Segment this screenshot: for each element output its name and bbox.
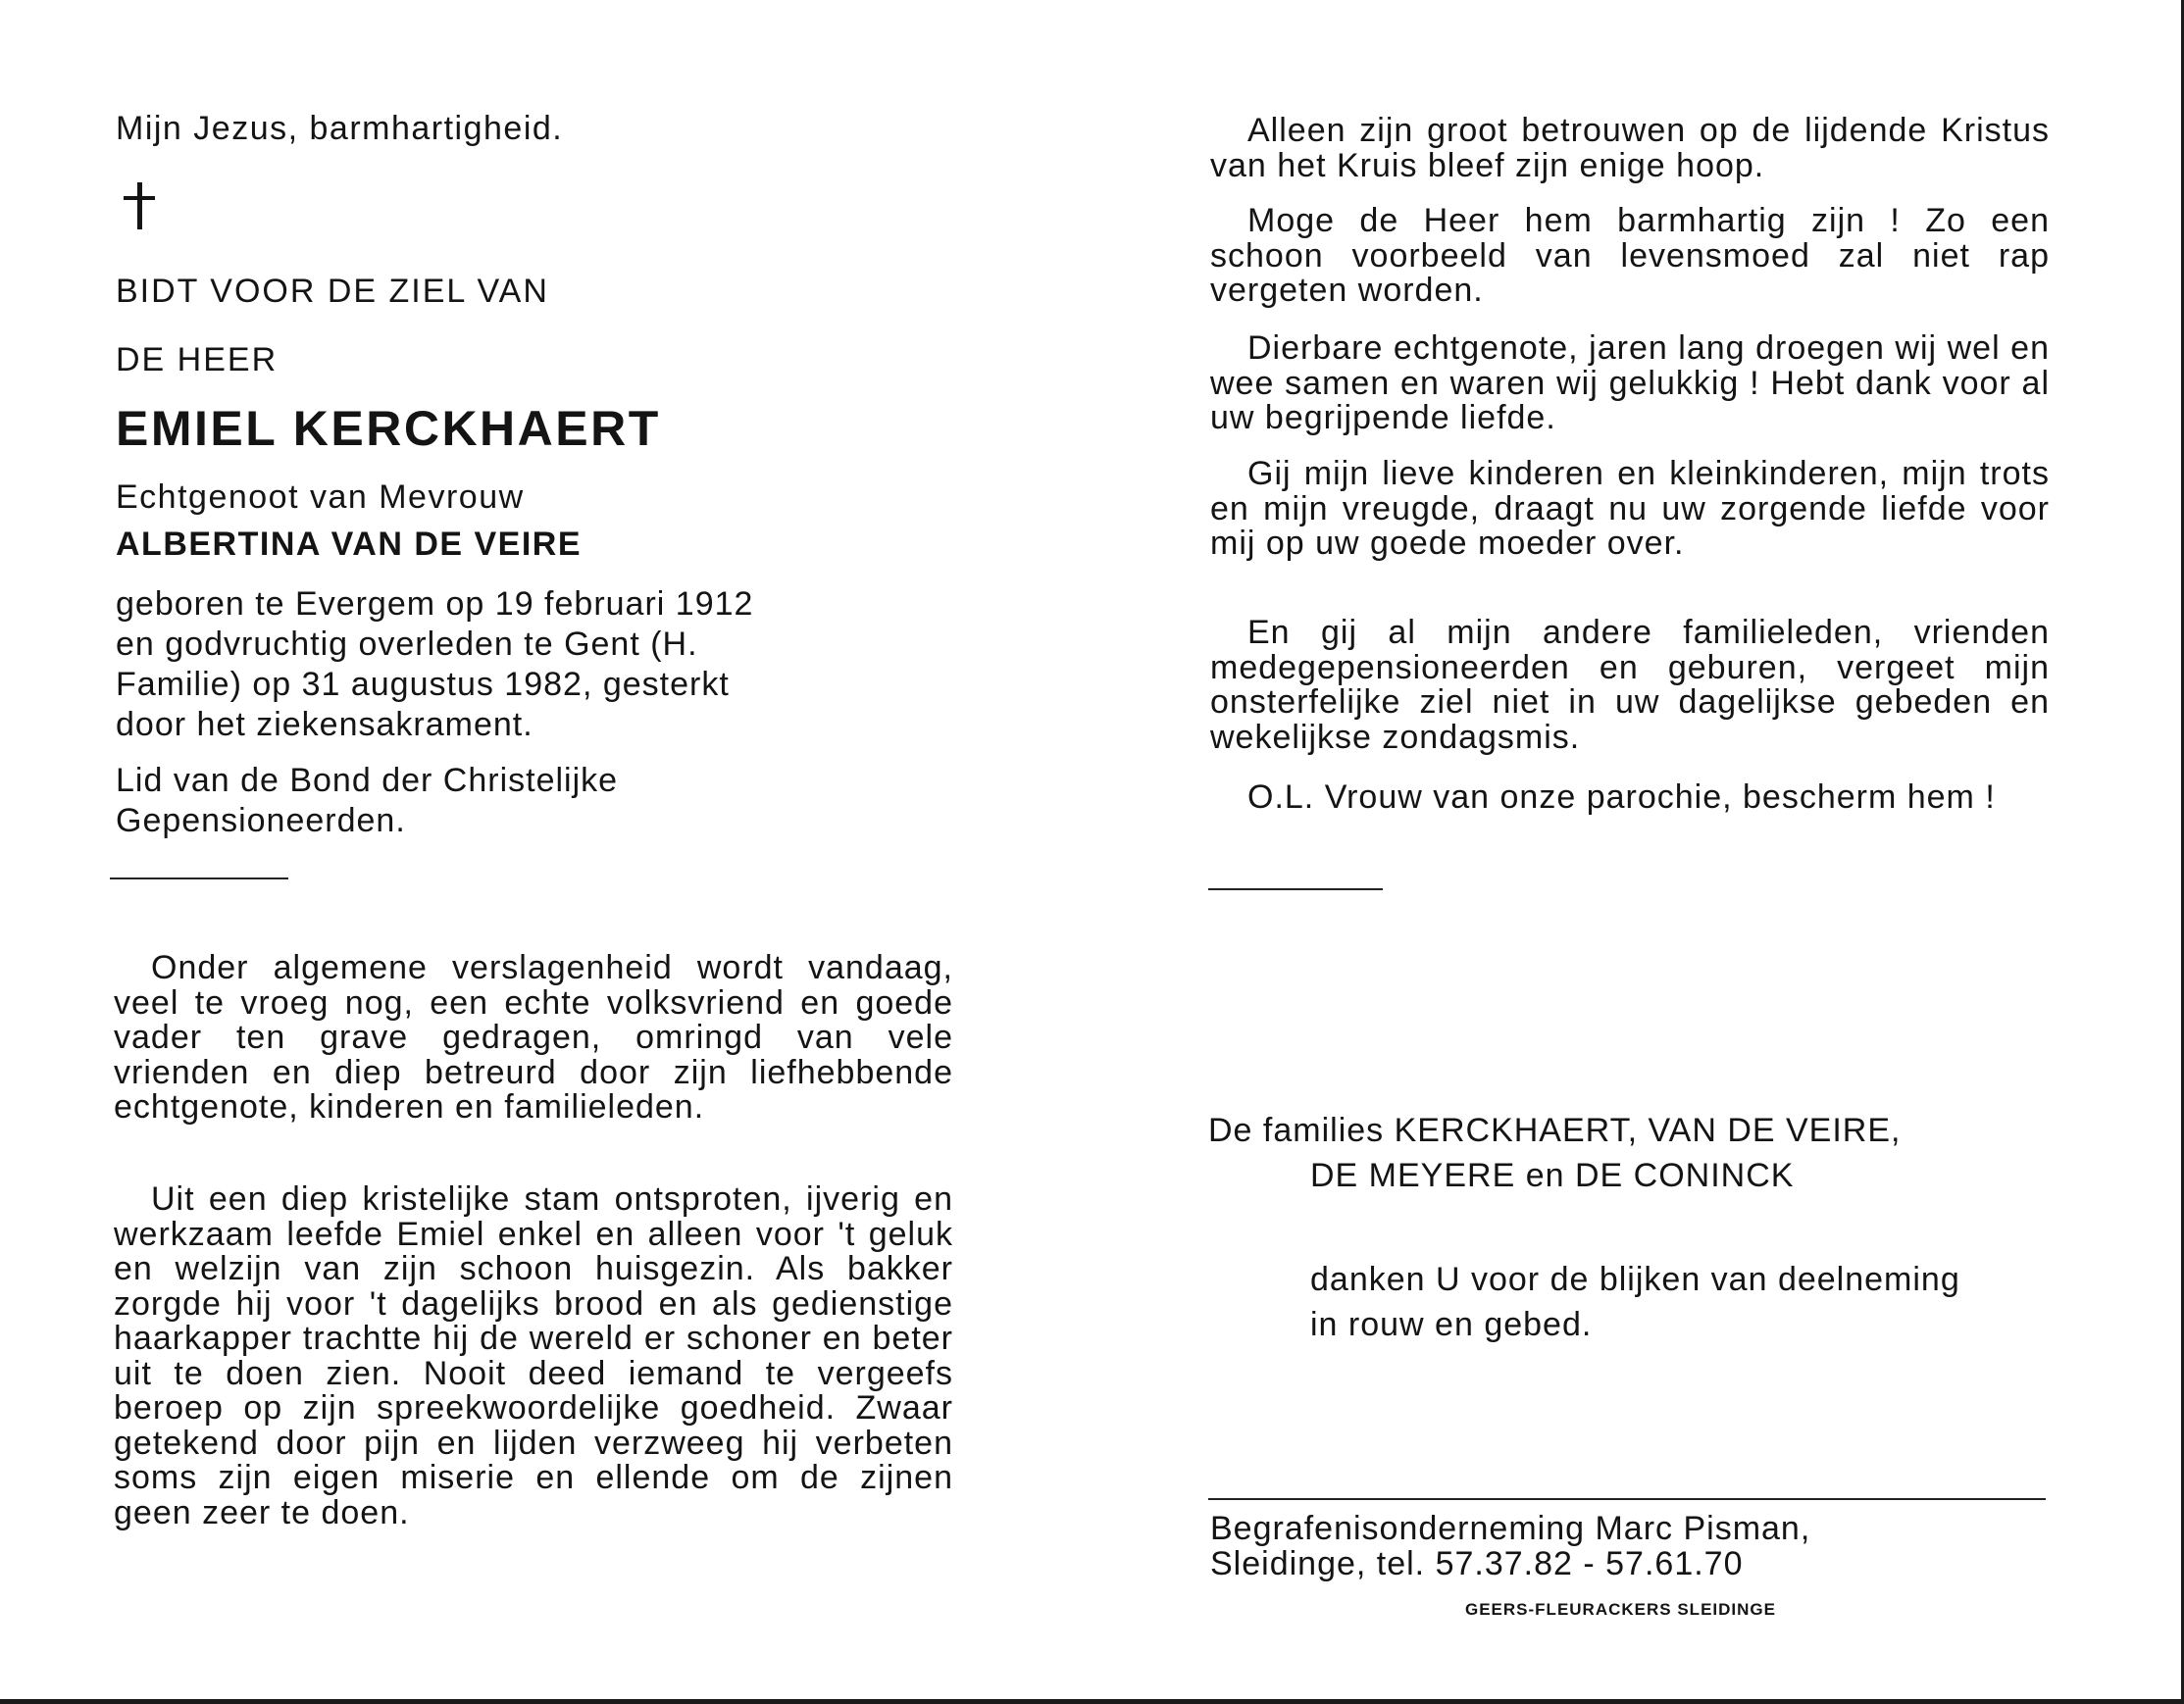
families-line-1: De families KERCKHAERT, VAN DE VEIRE,: [1208, 1112, 1902, 1149]
invocation: Mijn Jezus, barmhartigheid.: [116, 110, 564, 147]
funeral-home-line-1: Begrafenisonderneming Marc Pisman,: [1210, 1510, 1811, 1547]
right-paragraph-5: En gij al mijn andere familieleden, vrienden medegepensioneerden en geburen, vergeet mijn onsterfelijke ziel niet in uw dagelijkse gebeden en wekelijkse zondagsmis.: [1210, 614, 2050, 756]
funeral-home-line-2: Sleidinge, tel. 57.37.82 - 57.61.70: [1210, 1545, 1744, 1582]
card-edge-bottom: [0, 1699, 2184, 1704]
divider: [1208, 1498, 2046, 1500]
birth-death-text: geboren te Evergem op 19 februari 1912 en godvruchtig overleden te Gent (H. Familie) op 31 augustus 1982, gesterkt door het ziekensakrament.: [116, 585, 754, 743]
obituary-paragraph-2: Uit een diep kristelijke stam ontsproten, ijverig en werkzaam leefde Emiel enkel en alleen voor 't geluk en welzijn van zijn schoon huisgezin. Als bakker zorgde hij voor 't dagelijks brood en als gedienstige haarkapper trachtte hij de wereld er schoner en beter uit te doen zien. Nooit deed iemand te vergeefs beroep op zijn spreekwoordelijke goedheid. Zwaar getekend door pijn en lijden verzweeg hij verbeten soms zijn eigen miserie en ellende om de zijnen geen zeer te doen.: [114, 1180, 953, 1531]
cross-icon: [122, 182, 157, 229]
deceased-name: EMIEL KERCKHAERT: [116, 401, 661, 456]
obituary-paragraph-1: Onder algemene verslagenheid wordt vandaag, veel te vroeg nog, een echte volksvriend en goede vader ten grave gedragen, omringd van vele vrienden en diep betreurd door zijn liefhebbende echtgenote, kinderen en familieleden.: [114, 949, 953, 1126]
right-paragraph-6: O.L. Vrouw van onze parochie, bescherm hem !: [1247, 778, 1996, 816]
right-paragraph-1: Alleen zijn groot betrouwen op de lijdende Kristus van het Kruis bleef zijn enige hoop.: [1210, 112, 2050, 184]
spouse-intro: Echtgenoot van Mevrouw: [116, 478, 525, 516]
families-line-2: DE MEYERE en DE CONINCK: [1310, 1157, 1795, 1194]
right-paragraph-3: Dierbare echtgenote, jaren lang droegen wij wel en wee samen en waren wij gelukkig ! Hebt dank voor al uw begrijpende liefde.: [1210, 329, 2050, 436]
divider: [110, 877, 288, 879]
membership-text: Lid van de Bond der Christelijke Gepensioneerden.: [116, 762, 619, 839]
thanks-line-1: danken U voor de blijken van deelneming: [1310, 1261, 1960, 1298]
thanks-line-2: in rouw en gebed.: [1310, 1306, 1593, 1343]
title-line: DE HEER: [116, 341, 279, 378]
printer-credit: GEERS-FLEURACKERS SLEIDINGE: [1465, 1600, 1776, 1619]
right-paragraph-4: Gij mijn lieve kinderen en kleinkinderen, mijn trots en mijn vreugde, draagt nu uw zorgende liefde voor mij op uw goede moeder over.: [1210, 455, 2050, 562]
prayer-line: BIDT VOOR DE ZIEL VAN: [116, 273, 549, 310]
right-paragraph-2: Moge de Heer hem barmhartig zijn ! Zo een schoon voorbeeld van levensmoed zal niet rap vergeten worden.: [1210, 202, 2050, 309]
spouse-name: ALBERTINA VAN DE VEIRE: [116, 526, 583, 563]
divider: [1208, 888, 1383, 890]
